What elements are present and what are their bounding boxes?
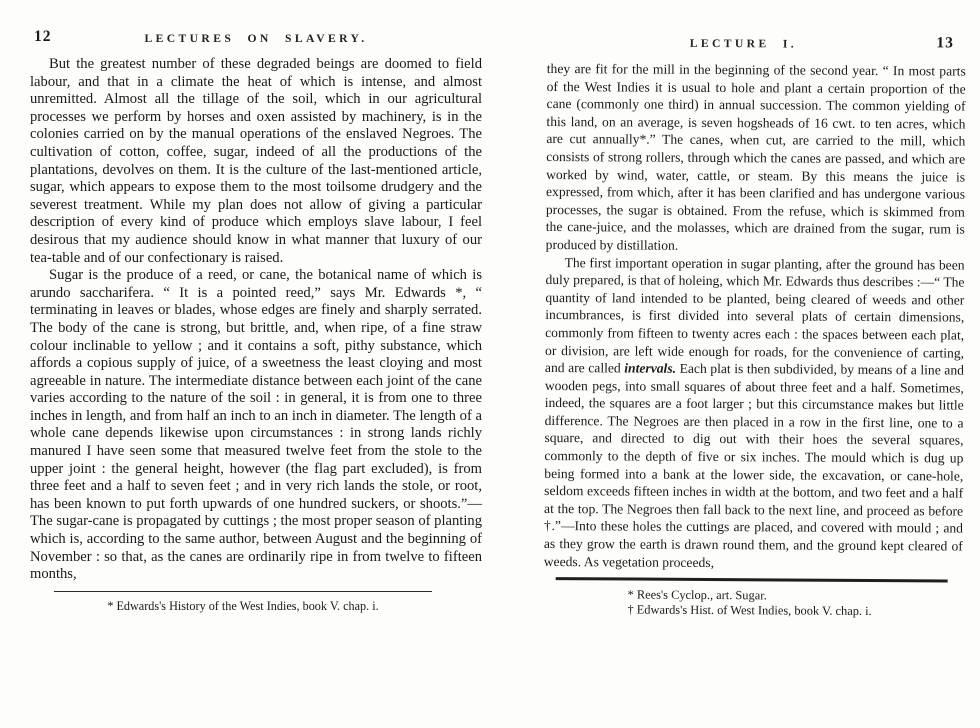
text-run: The first important operation in sugar planting, after the ground has been duly prepared, is that of holeing, which Mr. Edwards thus describes :—“ The quantity of land intended to be planted, being cleared of weeds and other incumbrances, is first divided into several plats of certain dimensions, commonly from fifteen to twenty acres each : the spaces between each plat, or division, are left wide enough for roads, for the convenience of carting, and are called xyxy=(544,254,965,376)
running-head: LECTURE I. xyxy=(689,36,798,51)
paragraph xyxy=(544,254,965,573)
footnotes xyxy=(627,587,962,619)
footnote-area xyxy=(30,591,482,615)
left-page-header xyxy=(30,28,482,50)
text-run: * Edwards's History of the West Indies, book V. chap. i. xyxy=(107,599,379,614)
page-body xyxy=(30,56,482,584)
paragraph xyxy=(30,267,482,584)
text-run: Each plat is then subdivided, by means of a line and wooden pegs, into small squares of about three feet and a half. Sometimes, indeed, the squares are a foot larger ; but this circumstance makes but little difference. The Negroes are then placed in a row in the first line, one to a square, and directed to dig out with their hoes the several squares, commonly to the depth of five or six inches. The mould which is dug up being formed into a bank at the lower side, the excavation, or cane-hole, seldom exceeds fifteen inches in width at the bottom, and two feet and a half at the top. The Negroes then fall back to the next line, and proceed as before †.”—Into these holes the cuttings are placed, and covered with mould ; and as they grow the earth is drawn round them, and the ground kept cleared of weeds. As vegetation proceeds, xyxy=(543,360,965,570)
text-run: † Edwards's Hist. of West Indies, book V. chap. i. xyxy=(627,602,872,618)
text-run: intervals. xyxy=(624,360,677,376)
left-page xyxy=(30,28,482,614)
right-page xyxy=(543,32,966,619)
footnote xyxy=(627,602,962,619)
page-number: 12 xyxy=(34,28,52,45)
text-run: they are fit for the mill in the beginning of the second year. “ In most parts of the West Indies it is usual to hole and plant a certain proportion of the cane (commonly one third) in annual succession. The common yielding of this land, on an average, is seven hogsheads of 16 cwt. to ten acres, which are cut annually*.” The canes, when cut, are carried to the mill, which consists of strong rollers, through which the canes are passed, and which are worked by wind, water, cattle, or steam. By this means the juice is expressed, from which, after it has been clarified and has undergone various processes, the sugar is obtained. From the refuse, which is skimmed from the cane-juice, and the molasses, which are drained from the sugar, rum is produced by distillation. xyxy=(545,60,966,253)
text-run: Sugar is the produce of a reed, or cane, the botanical name of which is arundo saccharifera. “ It is a pointed reed,” says Mr. Edwards *, “ terminating in leaves or blades, whose edges are finely and sharply serrated. The body of the cane is strong, but brittle, and, when ripe, of a fine straw colour inclinable to yellow ; and it contains a soft, pithy substance, which affords a copious supply of juice, of a sweetness the least cloying and most agreeable in nature. The intermediate distance between each joint of the cane varies according to the nature of the soil : in general, it is from one to three inches in length, and from half an inch to an inch in diameter. The length of a whole cane depends likewise upon circumstances : in strong lands richly manured I have seen some that measured twelve feet from the stole to the upper joint : the general height, however (the flag part excluded), is from three feet and a half to seven feet ; and in very rich lands the stole, or root, has been known to put forth upwards of one hundred suckers, or shoots.”—The sugar-cane is propagated by cuttings ; the most proper season of planting which is, according to the same author, between August and the beginning of November : so that, as the canes are ordinarily ripe in from twelve to fifteen months, xyxy=(30,267,482,583)
text-run: * Rees's Cyclop., art. Sugar. xyxy=(627,587,767,603)
paragraph xyxy=(30,56,482,267)
footnote-rule xyxy=(54,591,432,593)
footnote-rule xyxy=(556,577,948,582)
page-number: 13 xyxy=(936,34,954,52)
page-body xyxy=(544,60,966,573)
right-page-header xyxy=(547,32,966,57)
paragraph xyxy=(546,60,966,256)
footnote xyxy=(54,599,432,614)
running-head: LECTURES ON SLAVERY. xyxy=(144,32,368,45)
footnotes xyxy=(54,599,432,614)
text-run: But the greatest number of these degraded beings are doomed to field labour, and that in a climate the heat of which is intense, and almost unremitted. Almost all the tillage of the soil, which in our agricultural processes we perform by horses and oxen assisted by machinery, is in the colonies carried on by the manual operations of the enslaved Negroes. The cultivation of cotton, coffee, sugar, indeed of all the productions of the plantations, devolves on them. It is the culture of the last-mentioned article, sugar, which appears to expose them to the most toilsome drudgery and the severest treatment. While my plan does not allow of giving a particular description of every kind of produce which employs slave labour, I feel desirous that my audience should know in what manner that luxury of our tea-table and of our confectionary is raised. xyxy=(30,56,482,266)
footnote-area xyxy=(543,577,962,619)
